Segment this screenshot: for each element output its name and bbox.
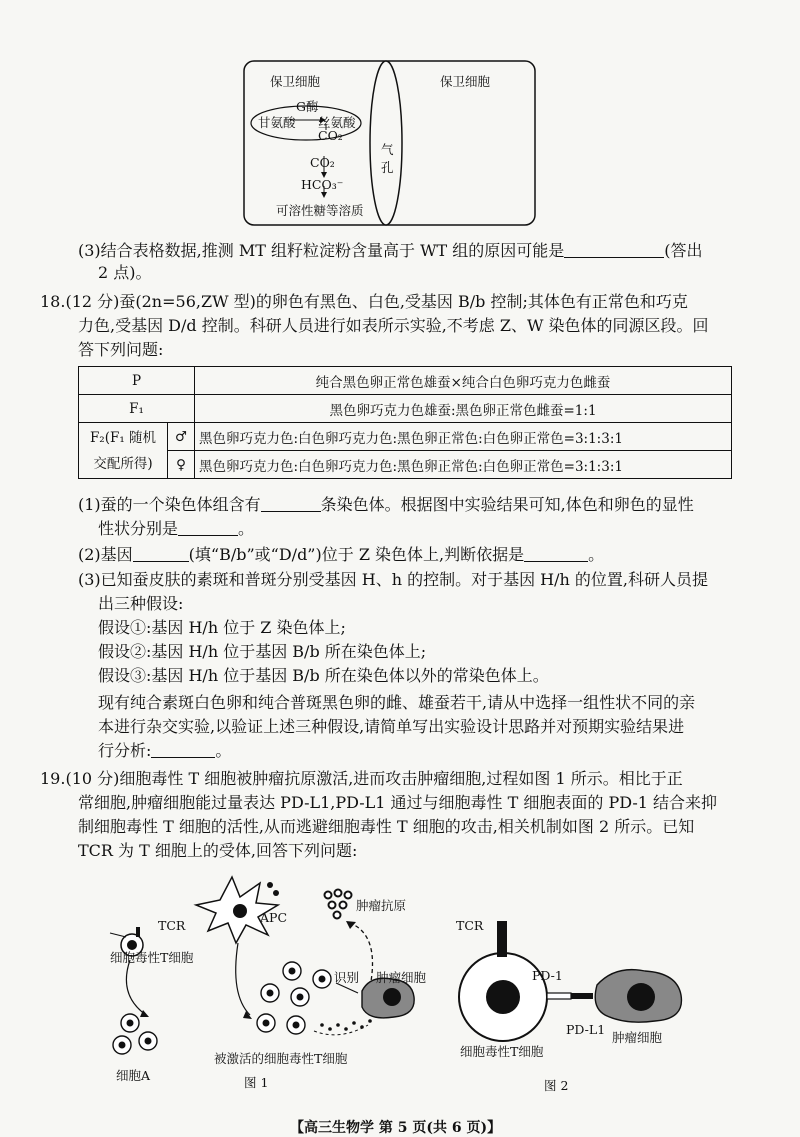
p-label: P	[79, 367, 195, 395]
f1-label: F₁	[79, 395, 195, 423]
fig1-tcr-label: TCR	[158, 918, 186, 933]
q18-3-end: 。	[215, 741, 232, 760]
fig2-tcr-label: TCR	[456, 918, 484, 933]
fig1-antigen-label: 肿瘤抗原	[356, 898, 407, 913]
hypothesis-2: 假设②:基因 H/h 位于基因 B/b 所在染色体上;	[98, 642, 427, 661]
hypothesis-3: 假设③:基因 H/h 位于基因 B/b 所在染色体以外的常染色体上。	[98, 666, 549, 685]
q18-3-line5	[98, 740, 231, 762]
q17-3-line2: 2 点)。	[98, 263, 152, 282]
serine-label: 丝氨酸	[318, 115, 356, 130]
fig1-ctl-label: 细胞毒性T细胞	[110, 950, 194, 965]
page-footer: 【高三生物学 第 5 页(共 6 页)】	[290, 1120, 502, 1136]
table-row	[79, 395, 732, 423]
cross-experiment-table	[78, 366, 732, 479]
enzyme-label: G酶	[296, 99, 319, 114]
q18-stem-line1: 18.(12 分)蚕(2n=56,ZW 型)的卵色有黑色、白色,受基因 B/b 控制;其体色有正常色和巧克	[40, 292, 688, 311]
q18-2-text-b: (填“B/b”或“D/d”)位于 Z 染色体上,判断依据是	[188, 545, 525, 564]
fig2-ctl-label: 细胞毒性T细胞	[460, 1044, 544, 1059]
f2-male-value: 黑色卵巧克力色:白色卵巧克力色:黑色卵正常色:白色卵正常色=3:1:3:1	[195, 423, 732, 451]
hypothesis-1: 假设①:基因 H/h 位于 Z 染色体上;	[98, 618, 346, 637]
q18-2-text-a: (2)基因	[78, 545, 133, 564]
stoma-label-2: 孔	[381, 160, 394, 175]
q18-3-line2: 出三种假设:	[98, 594, 184, 613]
q19-stem-line3: 制细胞毒性 T 细胞的活性,从而逃避细胞毒性 T 细胞的攻击,相关机制如图 2 所示。已知	[78, 817, 695, 836]
table-row	[79, 423, 732, 451]
f2-label-line2: 交配所得)	[93, 455, 153, 472]
fig1-activated-label: 被激活的细胞毒性T细胞	[214, 1051, 348, 1066]
q18-1-line2	[98, 518, 254, 540]
fig2-pd1-label: PD-1	[532, 968, 563, 983]
q18-1-text-d: 。	[238, 519, 255, 538]
p-value: 纯合黑色卵正常色雄蚕×纯合白色卵巧克力色雌蚕	[195, 367, 732, 395]
q18-1-line1	[78, 494, 694, 516]
q19-stem-line4: TCR 为 T 细胞上的受体,回答下列问题:	[78, 841, 358, 860]
f1-value: 黑色卵巧克力色雄蚕:黑色卵正常色雌蚕=1:1	[195, 395, 732, 423]
answer-blank[interactable]	[151, 741, 215, 758]
q19-stem-line1: 19.(10 分)细胞毒性 T 细胞被肿瘤抗原激活,进而攻击肿瘤细胞,过程如图 1 所示。相比于正	[40, 769, 683, 788]
q18-1-text-a: (1)蚕的一个染色体组含有	[78, 495, 261, 514]
answer-blank[interactable]	[178, 519, 238, 536]
answer-blank[interactable]	[524, 545, 588, 562]
q18-1-text-c: 性状分别是	[98, 519, 179, 538]
table-row	[79, 451, 732, 479]
table-row	[79, 367, 732, 395]
q18-3-line1: (3)已知蚕皮肤的素斑和普斑分别受基因 H、h 的控制。对于基因 H/h 的位置,科研人员提	[78, 570, 709, 589]
q17-3-line1	[78, 240, 703, 262]
fig1-cell-a-label: 细胞A	[116, 1068, 151, 1083]
fig1-tumor-label: 肿瘤细胞	[376, 970, 427, 985]
hco3-label: HCO₃⁻	[301, 177, 344, 192]
glycine-label: 甘氨酸	[258, 115, 296, 130]
q18-stem-line3: 答下列问题:	[78, 340, 164, 359]
male-symbol: ♂	[168, 423, 195, 451]
q18-3-line3: 现有纯合素斑白色卵和纯合普斑黑色卵的雌、雄蚕若干,请从中选择一组性状不同的亲	[98, 693, 696, 712]
right-guard-cell-label: 保卫细胞	[440, 74, 491, 89]
stoma-label-1: 气	[381, 142, 394, 157]
co2-inner-label: CO₂	[318, 128, 343, 143]
q19-stem-line2: 常细胞,肿瘤细胞能过量表达 PD-L1,PD-L1 通过与细胞毒性 T 细胞表面的 PD-1 结合来抑	[78, 793, 718, 812]
co2-outer-label: CO₂	[310, 155, 335, 170]
fig2-pdl1-label: PD-L1	[566, 1022, 606, 1037]
q18-2-text-c: 。	[588, 545, 605, 564]
f2-female-value: 黑色卵巧克力色:白色卵巧克力色:黑色卵正常色:白色卵正常色=3:1:3:1	[195, 451, 732, 479]
answer-blank[interactable]	[133, 545, 189, 562]
q18-3-line4: 本进行杂交实验,以验证上述三种假设,请简单写出实验设计思路并对预期实验结果进	[98, 717, 685, 736]
answer-blank[interactable]	[261, 495, 321, 512]
female-symbol: ♀	[168, 451, 195, 479]
fig1-caption: 图 1	[244, 1075, 269, 1090]
fig2-caption: 图 2	[544, 1078, 569, 1093]
q17-3-text: (3)结合表格数据,推测 MT 组籽粒淀粉含量高于 WT 组的原因可能是	[78, 241, 565, 260]
fig1-apc-label: APC	[260, 910, 288, 925]
answer-blank[interactable]	[564, 241, 664, 258]
q18-3-text: 行分析:	[98, 741, 152, 760]
q18-stem-line2: 力色,受基因 D/d 控制。科研人员进行如表所示实验,不考虑 Z、W 染色体的同源区段。回	[78, 316, 709, 335]
left-guard-cell-label: 保卫细胞	[270, 74, 321, 89]
soluble-sugar-label: 可溶性糖等溶质	[276, 203, 364, 218]
q18-2-line	[78, 544, 604, 566]
q18-1-text-b: 条染色体。根据图中实验结果可知,体色和卵色的显性	[320, 495, 694, 514]
fig1-recognize-label: 识别	[334, 970, 360, 985]
f2-label	[79, 423, 168, 479]
f2-label-line1: F₂(F₁ 随机	[89, 429, 157, 446]
fig2-tumor-label: 肿瘤细胞	[612, 1030, 663, 1045]
q17-3-hint: (答出	[664, 241, 703, 260]
